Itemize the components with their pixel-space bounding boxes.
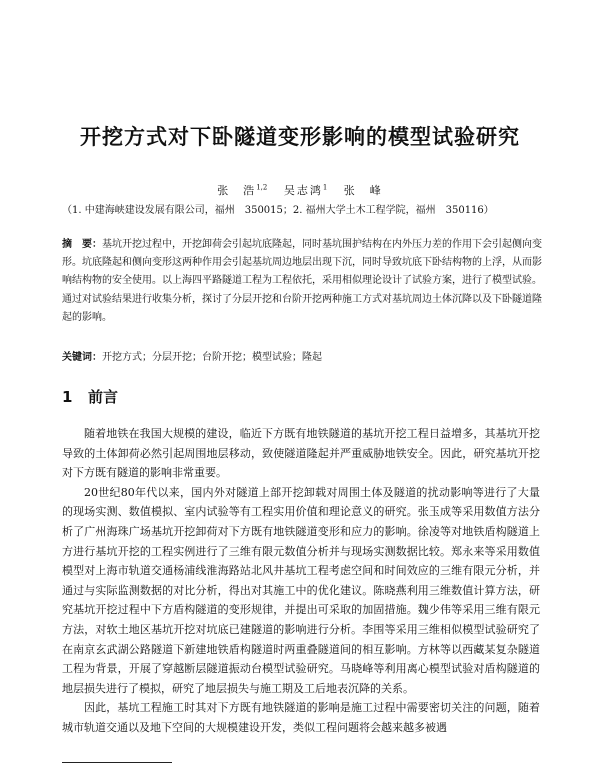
author-name: 张 峰 — [343, 184, 383, 197]
section-heading — [62, 386, 118, 407]
paragraph: 随着地铁在我国大规模的建设，临近下方既有地铁隧道的基坑开挖工程日益增多，其基坑开挖导致的土体卸荷必然引起周围地层移动，致使隧道隆起并严重威胁地铁安全。因此，研究基坑开挖对下方既有隧道的影响非常重要。 — [62, 427, 540, 480]
body-text — [62, 424, 540, 738]
author-name: 吴志鸿 — [283, 184, 323, 197]
author-affiliation-mark: 1 — [322, 183, 328, 192]
keywords-text: 开挖方式；分层开挖；台阶开挖；模型试验；隆起 — [102, 352, 322, 363]
abstract-text: 基坑开挖过程中，开挖卸荷会引起坑底隆起，同时基坑围护结构在内外压力差的作用下会引起侧向变形。坑底隆起和侧向变形这两种作用会引起基坑周边地层出现下沉，同时导致坑底下卧结构物的上浮，从而影响结构物的安全使用。以上海四平路隧道工程为工程依托，采用相似理论设计了试验方案，进行了模型试验。通过对试验结果进行收集分析，探讨了分层开挖和台阶开挖两种施工方式对基坑周边土体沉降以及下卧隧道隆起的影响。 — [62, 239, 542, 323]
keywords — [62, 348, 542, 363]
section-title: 前言 — [88, 388, 119, 406]
keywords-label: 关键词： — [62, 352, 102, 363]
paragraph: 20世纪80年代以来，国内外对隧道上部开挖卸载对周围土体及隧道的扰动影响等进行了大量的现场实测、数值模拟、室内试验等有工程实用价值和理论意义的研究。张玉成等采用数值方法分析了广州海珠广场基坑开挖卸荷对下方既有地铁隧道变形和应力的影响。徐凌等对地铁盾构隧道上方进行基坑开挖的工程实例进行了三维有限元数值分析并与现场实测数据比较。郑永来等采用数值模型对上海市轨道交通杨浦线淮海路站北风井基坑工程考虑空间和时间效应的三维有限元分析，并通过与实际监测数据的对比分析，得出对其施工中的优化建议。陈晓燕利用三维数值计算方法，研究基坑开挖过程中下方盾构隧道的变形规律，并提出可采取的加固措施。魏少伟等采用三维有限元方法，对软土地区基坑开挖对坑底已建隧道的影响进行分析。李围等采用三维相似模型试验研究了在南京玄武湖公路隧道下新建地铁盾构隧道时两重叠隧道间的相互影响。方林等以西藏某复杂隧道工程为背景，开展了穿越断层隧道振动台模型试验研究。马晓峰等利用离心模型试验对盾构隧道的地层损失进行了模拟，研究了地层损失与施工期及工后地表沉降的关系。 — [62, 485, 540, 695]
section-number: 1 — [62, 388, 73, 406]
abstract-label: 摘 要： — [62, 239, 102, 250]
paper-title: 开挖方式对下卧隧道变形影响的模型试验研究 — [80, 125, 520, 149]
abstract — [62, 236, 542, 327]
author-line — [0, 182, 600, 198]
author-name: 张 浩 — [217, 184, 257, 197]
affiliation: （1. 中建海峡建设发展有限公司，福州 350015；2. 福州大学土木工程学院，福州 350116） — [62, 205, 494, 216]
paragraph: 因此，基坑工程施工时其对下方既有地铁隧道的影响是施工过程中需要密切关注的问题，随着城市轨道交通以及地下空间的大规模建设开发，类似工程问题将会越来越多被遇 — [62, 701, 540, 734]
footnote-rule — [62, 762, 172, 763]
author-affiliation-mark: 1,2 — [256, 183, 268, 192]
